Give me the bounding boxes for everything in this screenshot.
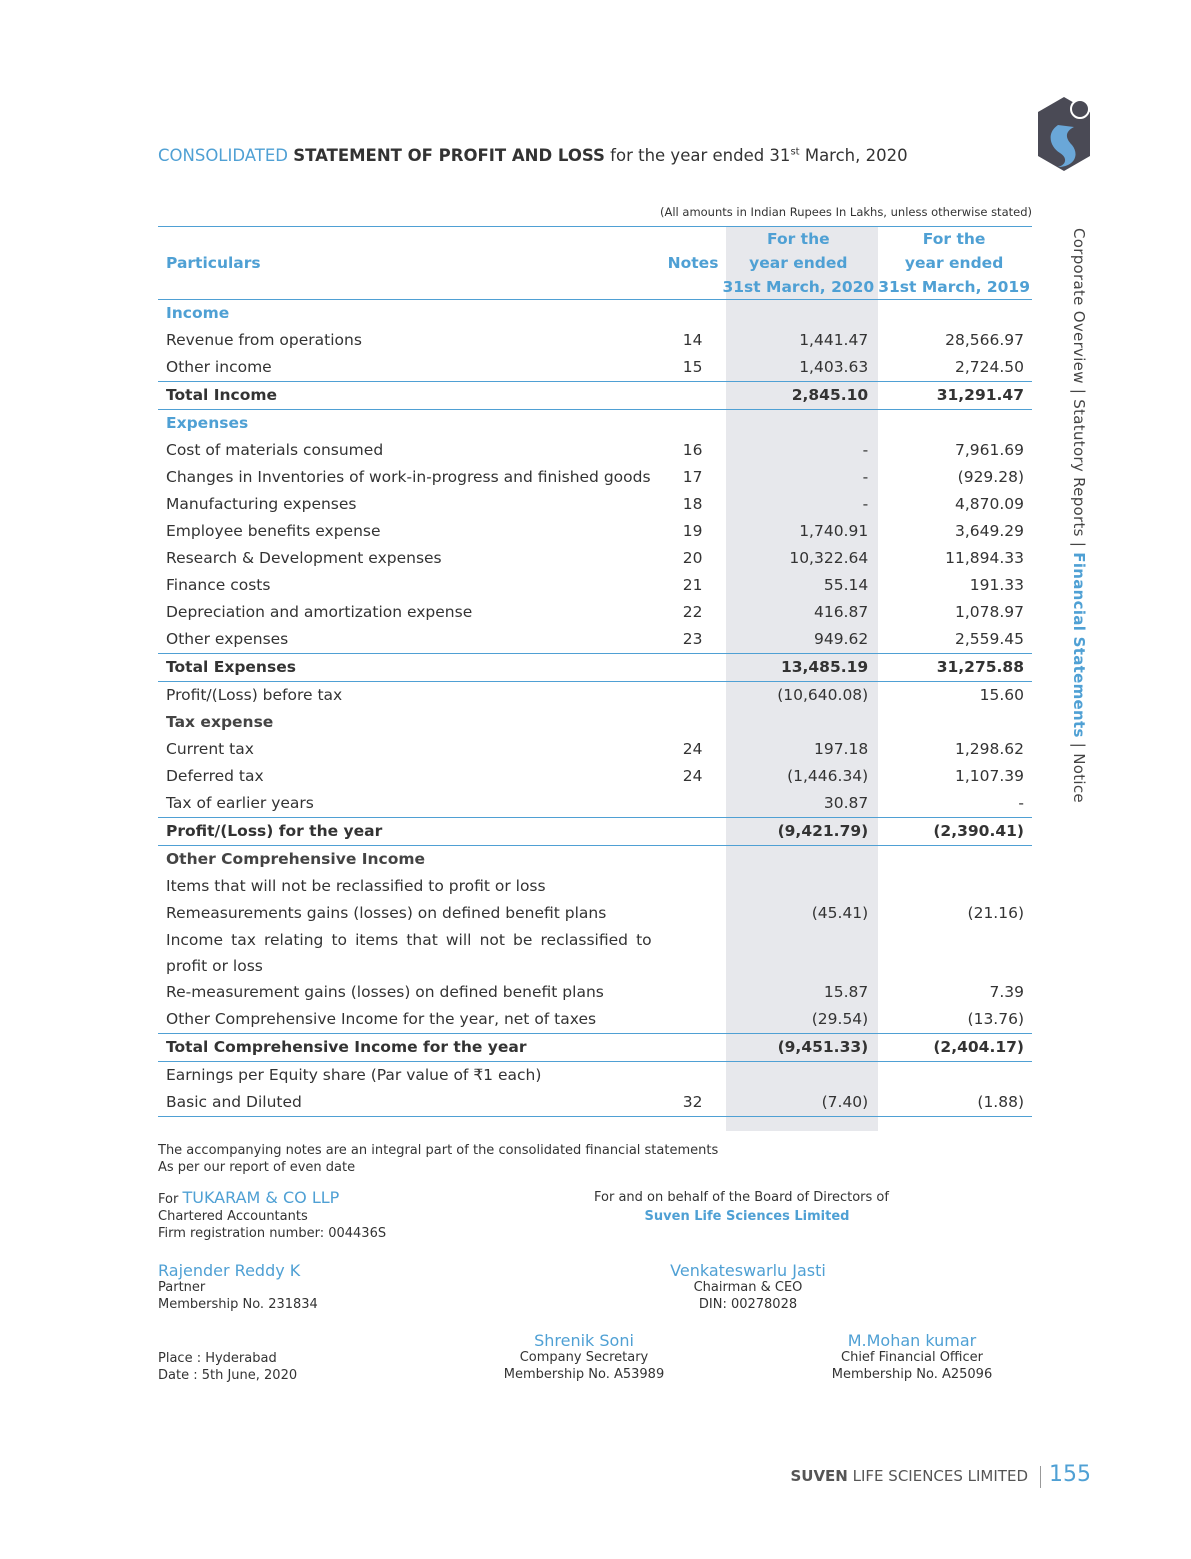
row-previous-year bbox=[876, 1062, 1032, 1090]
row-current-year: 2,845.10 bbox=[720, 382, 876, 410]
row-label: Total Income bbox=[158, 382, 660, 410]
row-note bbox=[660, 682, 721, 710]
row-current-year: 55.14 bbox=[823, 576, 869, 594]
row-current-year: 15.87 bbox=[823, 983, 869, 1001]
title-sup: st bbox=[790, 146, 800, 158]
table-row bbox=[158, 1034, 1032, 1062]
row-note: 21 bbox=[682, 576, 703, 594]
title-bold: STATEMENT OF PROFIT AND LOSS bbox=[293, 146, 605, 165]
table-row bbox=[158, 545, 1032, 572]
row-label: Manufacturing expenses bbox=[166, 495, 357, 513]
row-label: Re-measurement gains (losses) on defined benefit plans bbox=[166, 983, 604, 1001]
row-current-year bbox=[720, 300, 876, 328]
row-label: Other Comprehensive Income bbox=[166, 850, 426, 868]
row-previous-year: 31,275.88 bbox=[876, 654, 1032, 682]
col-previous-year bbox=[876, 227, 1032, 300]
table-row bbox=[158, 626, 1032, 654]
row-previous-year: (13.76) bbox=[967, 1010, 1024, 1028]
row-current-year bbox=[720, 927, 876, 979]
table-row bbox=[158, 599, 1032, 626]
row-previous-year: 2,559.45 bbox=[954, 630, 1024, 648]
row-current-year: - bbox=[862, 495, 869, 513]
side-section-nav bbox=[1070, 228, 1088, 803]
cfo-signature bbox=[812, 1332, 1012, 1383]
chairman-din: DIN: 00278028 bbox=[698, 1297, 798, 1312]
row-label: Current tax bbox=[166, 740, 254, 758]
row-previous-year bbox=[876, 300, 1032, 328]
partner-signature bbox=[158, 1262, 318, 1313]
row-label: Total Comprehensive Income for the year bbox=[158, 1034, 660, 1062]
row-note: 18 bbox=[682, 495, 703, 513]
nav-separator: | bbox=[1070, 536, 1088, 553]
row-current-year: (9,421.79) bbox=[720, 818, 876, 846]
row-previous-year: 1,078.97 bbox=[954, 603, 1024, 621]
nav-notice[interactable]: Notice bbox=[1070, 753, 1088, 803]
row-note bbox=[660, 300, 721, 328]
row-previous-year: 1,298.62 bbox=[954, 740, 1024, 758]
row-previous-year: (21.16) bbox=[967, 904, 1024, 922]
row-label: Items that will not be reclassified to profit or loss bbox=[166, 877, 546, 895]
nav-financial-statements[interactable]: Financial Statements bbox=[1070, 552, 1088, 738]
secretary-signature bbox=[484, 1332, 684, 1383]
row-label: Revenue from operations bbox=[166, 331, 362, 349]
auditor-for: For bbox=[158, 1192, 179, 1207]
secretary-membership: Membership No. A53989 bbox=[503, 1367, 665, 1382]
row-current-year: - bbox=[862, 441, 869, 459]
row-previous-year: (1.88) bbox=[876, 1089, 1032, 1117]
row-note: 14 bbox=[682, 331, 703, 349]
row-previous-year bbox=[876, 709, 1032, 736]
row-current-year: 949.62 bbox=[813, 630, 869, 648]
table-row bbox=[158, 491, 1032, 518]
chairman-role: Chairman & CEO bbox=[693, 1280, 803, 1295]
partner-name: Rajender Reddy K bbox=[158, 1261, 301, 1280]
row-note: 24 bbox=[682, 767, 703, 785]
table-row bbox=[158, 846, 1032, 874]
row-label: Tax expense bbox=[166, 713, 274, 731]
row-note: 16 bbox=[682, 441, 703, 459]
row-current-year: (7.40) bbox=[720, 1089, 876, 1117]
company-logo-icon bbox=[1036, 95, 1092, 173]
row-current-year: 1,740.91 bbox=[799, 522, 869, 540]
chairman-name: Venkateswarlu Jasti bbox=[670, 1261, 826, 1280]
row-previous-year: 11,894.33 bbox=[945, 549, 1024, 567]
table-row bbox=[158, 900, 1032, 927]
row-previous-year: (2,404.17) bbox=[876, 1034, 1032, 1062]
row-current-year: 197.18 bbox=[813, 740, 869, 758]
row-label: Other income bbox=[166, 358, 272, 376]
table-row bbox=[158, 300, 1032, 328]
row-label: Income tax relating to items that will not be reclassified to profit or loss bbox=[166, 931, 652, 975]
table-row bbox=[158, 979, 1032, 1006]
board-company: Suven Life Sciences Limited bbox=[644, 1209, 850, 1224]
row-note bbox=[660, 709, 721, 736]
row-current-year: 1,403.63 bbox=[799, 358, 869, 376]
secretary-role: Company Secretary bbox=[519, 1350, 649, 1365]
row-previous-year: 28,566.97 bbox=[945, 331, 1024, 349]
row-note bbox=[660, 1062, 721, 1090]
amounts-note: (All amounts in Indian Rupees In Lakhs, unless otherwise stated) bbox=[660, 205, 1032, 219]
notes-line1: The accompanying notes are an integral part of the consolidated financial statements bbox=[158, 1143, 719, 1158]
nav-statutory-reports[interactable]: Statutory Reports bbox=[1070, 399, 1088, 537]
row-note: 17 bbox=[682, 468, 703, 486]
row-current-year: - bbox=[862, 468, 869, 486]
table-row bbox=[158, 790, 1032, 818]
row-note bbox=[660, 979, 721, 1006]
board-heading: For and on behalf of the Board of Directors of bbox=[594, 1190, 889, 1205]
row-previous-year: 31,291.47 bbox=[876, 382, 1032, 410]
row-label: Employee benefits expense bbox=[166, 522, 381, 540]
row-note bbox=[660, 927, 721, 979]
row-current-year bbox=[720, 1062, 876, 1090]
row-current-year bbox=[720, 709, 876, 736]
col-current-year bbox=[720, 227, 876, 300]
row-previous-year bbox=[876, 873, 1032, 900]
row-note bbox=[660, 654, 721, 682]
table-row bbox=[158, 437, 1032, 464]
row-label: Other Comprehensive Income for the year, net of taxes bbox=[166, 1010, 597, 1028]
row-note bbox=[660, 900, 721, 927]
row-current-year: (9,451.33) bbox=[720, 1034, 876, 1062]
row-previous-year bbox=[876, 927, 1032, 979]
table-row bbox=[158, 736, 1032, 763]
row-label: Cost of materials consumed bbox=[166, 441, 384, 459]
auditor-block bbox=[158, 1189, 386, 1242]
notes-line2: As per our report of even date bbox=[158, 1160, 356, 1175]
row-previous-year bbox=[876, 410, 1032, 438]
table-row bbox=[158, 410, 1032, 438]
row-current-year: (45.41) bbox=[811, 904, 869, 922]
row-previous-year: 1,107.39 bbox=[954, 767, 1024, 785]
row-previous-year: 3,649.29 bbox=[954, 522, 1024, 540]
row-current-year: 13,485.19 bbox=[720, 654, 876, 682]
table-row bbox=[158, 682, 1032, 710]
table-row bbox=[158, 518, 1032, 545]
row-note bbox=[660, 410, 721, 438]
table-row bbox=[158, 763, 1032, 790]
row-label: Expenses bbox=[166, 414, 249, 432]
row-note bbox=[660, 382, 721, 410]
row-current-year: 10,322.64 bbox=[789, 549, 869, 567]
row-label: Remeasurements gains (losses) on defined benefit plans bbox=[166, 904, 607, 922]
col-particulars: Particulars bbox=[158, 227, 660, 300]
row-previous-year: (929.28) bbox=[957, 468, 1024, 486]
col-py-line2: year ended bbox=[904, 254, 1004, 272]
col-cy-line1: For the bbox=[767, 230, 830, 248]
row-previous-year: 7.39 bbox=[989, 983, 1024, 1001]
page-footer bbox=[790, 1462, 1091, 1488]
row-previous-year: 191.33 bbox=[969, 576, 1024, 594]
row-label: Research & Development expenses bbox=[166, 549, 442, 567]
cfo-name: M.Mohan kumar bbox=[847, 1331, 977, 1350]
nav-corporate-overview[interactable]: Corporate Overview bbox=[1070, 228, 1088, 384]
row-label: Finance costs bbox=[166, 576, 271, 594]
cfo-membership: Membership No. A25096 bbox=[831, 1367, 993, 1382]
row-previous-year: 15.60 bbox=[979, 686, 1024, 704]
cfo-role: Chief Financial Officer bbox=[841, 1350, 983, 1365]
table-row bbox=[158, 354, 1032, 382]
row-label: Deferred tax bbox=[166, 767, 264, 785]
chairman-signature bbox=[648, 1262, 848, 1313]
nav-separator: | bbox=[1070, 737, 1088, 754]
row-current-year: (1,446.34) bbox=[787, 767, 869, 785]
table-row bbox=[158, 1062, 1032, 1090]
row-note bbox=[660, 1034, 721, 1062]
row-label: Earnings per Equity share (Par value of ₹1 each) bbox=[166, 1066, 542, 1084]
row-note bbox=[660, 1006, 721, 1034]
footer-company-rest: LIFE SCIENCES LIMITED bbox=[847, 1467, 1028, 1485]
row-previous-year: 4,870.09 bbox=[954, 495, 1024, 513]
table-row bbox=[158, 464, 1032, 491]
row-current-year: 416.87 bbox=[813, 603, 869, 621]
row-label: Changes in Inventories of work-in-progress and finished goods bbox=[166, 468, 651, 486]
secretary-name: Shrenik Soni bbox=[534, 1331, 634, 1350]
board-block bbox=[594, 1189, 900, 1225]
row-label: Profit/(Loss) before tax bbox=[166, 686, 343, 704]
row-label: Basic and Diluted bbox=[158, 1089, 660, 1117]
row-previous-year: 2,724.50 bbox=[954, 358, 1024, 376]
row-note bbox=[660, 818, 721, 846]
col-py-line3: 31st March, 2019 bbox=[878, 278, 1030, 296]
statement-title bbox=[158, 146, 908, 165]
row-current-year: 30.87 bbox=[823, 794, 869, 812]
footer-divider bbox=[1040, 1466, 1041, 1488]
row-note bbox=[660, 846, 721, 874]
table-row bbox=[158, 873, 1032, 900]
col-cy-line2: year ended bbox=[749, 254, 848, 272]
accompanying-notes bbox=[158, 1142, 718, 1176]
page-number: 155 bbox=[1049, 1462, 1091, 1487]
place: Place : Hyderabad bbox=[158, 1351, 277, 1366]
row-previous-year: 7,961.69 bbox=[954, 441, 1024, 459]
row-label: Income bbox=[166, 304, 230, 322]
row-note: 24 bbox=[682, 740, 703, 758]
row-label: Total Expenses bbox=[158, 654, 660, 682]
profit-loss-table bbox=[158, 226, 1032, 1117]
row-note: 23 bbox=[682, 630, 703, 648]
row-current-year bbox=[720, 846, 876, 874]
auditor-firm: TUKARAM & CO LLP bbox=[182, 1188, 340, 1207]
row-label: Tax of earlier years bbox=[166, 794, 314, 812]
partner-role: Partner bbox=[158, 1280, 206, 1295]
nav-separator: | bbox=[1070, 383, 1088, 400]
row-note: 19 bbox=[682, 522, 703, 540]
table-row bbox=[158, 927, 1032, 979]
row-current-year bbox=[720, 410, 876, 438]
row-label: Profit/(Loss) for the year bbox=[158, 818, 660, 846]
row-previous-year bbox=[876, 846, 1032, 874]
row-previous-year: (2,390.41) bbox=[876, 818, 1032, 846]
row-current-year: 1,441.47 bbox=[799, 331, 869, 349]
col-cy-line3: 31st March, 2020 bbox=[722, 278, 875, 296]
col-py-line1: For the bbox=[922, 230, 986, 248]
row-note: 15 bbox=[682, 358, 703, 376]
title-tail: March, 2020 bbox=[804, 146, 908, 165]
row-current-year: (29.54) bbox=[811, 1010, 869, 1028]
auditor-registration: Firm registration number: 004436S bbox=[158, 1226, 387, 1241]
table-row bbox=[158, 709, 1032, 736]
row-note bbox=[660, 790, 721, 818]
row-current-year bbox=[720, 873, 876, 900]
table-row bbox=[158, 818, 1032, 846]
footer-company-bold: SUVEN bbox=[790, 1467, 848, 1485]
row-note: 32 bbox=[660, 1089, 721, 1117]
row-note: 20 bbox=[682, 549, 703, 567]
table-row bbox=[158, 572, 1032, 599]
title-accent: CONSOLIDATED bbox=[158, 146, 289, 165]
table-row bbox=[158, 654, 1032, 682]
place-date bbox=[158, 1350, 297, 1384]
row-label: Other expenses bbox=[166, 630, 289, 648]
row-label: Depreciation and amortization expense bbox=[166, 603, 473, 621]
partner-membership: Membership No. 231834 bbox=[158, 1297, 318, 1312]
date: Date : 5th June, 2020 bbox=[158, 1368, 298, 1383]
table-row bbox=[158, 1089, 1032, 1117]
table-header-row bbox=[158, 227, 1032, 300]
auditor-designation: Chartered Accountants bbox=[158, 1209, 308, 1224]
table-row bbox=[158, 1006, 1032, 1034]
col-notes: Notes bbox=[660, 227, 721, 300]
row-current-year: (10,640.08) bbox=[777, 686, 869, 704]
row-note: 22 bbox=[682, 603, 703, 621]
title-rest: for the year ended 31 bbox=[610, 146, 791, 165]
row-note bbox=[660, 873, 721, 900]
row-previous-year: - bbox=[1018, 794, 1024, 812]
table-row bbox=[158, 327, 1032, 354]
table-row bbox=[158, 382, 1032, 410]
